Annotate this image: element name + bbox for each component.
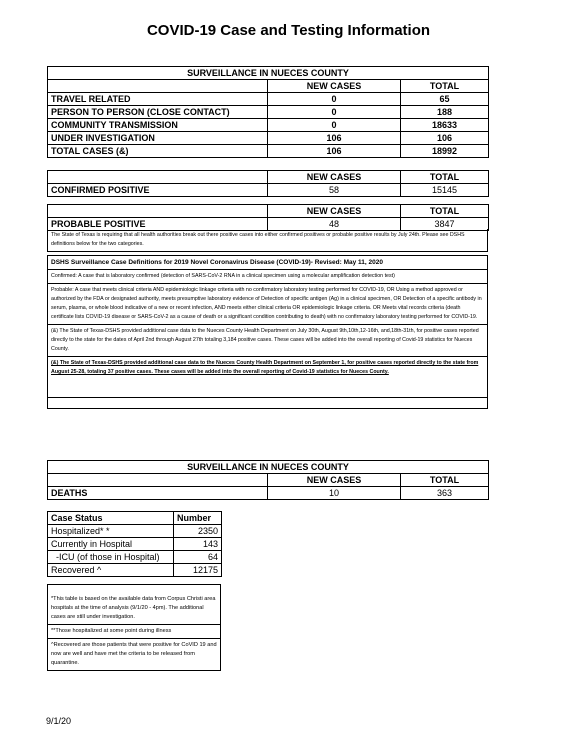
surveillance-heading: SURVEILLANCE IN NUECES COUNTY [48, 461, 489, 474]
row-value: 12175 [174, 564, 222, 577]
note-hospitalized: **Those hospitalized at some point during illness [47, 625, 221, 639]
row-new: 0 [268, 106, 401, 119]
table-row [48, 525, 222, 538]
amp-note-2: (&) The State of Texas-DSHS provided additional case data to the Nueces County Health Department on September 1, for positive cases reported directly to the state from August 25-28, totaling 37 positive cases. These cases will be added into the overall reporting of Covid-19 statistics for Nueces County. [48, 357, 487, 398]
state-note: The State of Texas is requiring that all health authorities break out there positive cases into either confirmed positives or probable positive results by July 24th. Please see DSHS definitions below for the two categories. [47, 229, 488, 252]
confirmed-table [47, 170, 489, 197]
col-number: Number [174, 512, 222, 525]
surveillance-table [47, 66, 489, 158]
probable-new: 48 [268, 218, 401, 231]
empty-cell [48, 474, 268, 487]
row-label: Currently in Hospital [48, 538, 174, 551]
table-row [48, 564, 222, 577]
col-total: TOTAL [401, 171, 489, 184]
row-label: PERSON TO PERSON (CLOSE CONTACT) [48, 106, 268, 119]
row-new: 106 [268, 145, 401, 158]
surveillance-heading: SURVEILLANCE IN NUECES COUNTY [48, 67, 489, 80]
row-label: TOTAL CASES (&) [48, 145, 268, 158]
definitions-heading: DSHS Surveillance Case Definitions for 2019 Novel Coronavirus Disease (COVID-19)- Revised: May 11, 2020 [48, 256, 487, 270]
row-label: Hospitalized* * [48, 525, 174, 538]
amp-note-1: (&) The State of Texas-DSHS provided additional case data to the Nueces County Health Department on July 30th, August 9th,10th,12-16th, and,18th-31th, for positive cases reported directly to the state for the dates of April 2nd through August 27th totaling 3,184 positive cases. These cases will be added into the overall reporting of Covid-19 statistics for Nueces County. [48, 325, 487, 357]
row-new: 0 [268, 119, 401, 132]
definitions-box [47, 255, 488, 409]
row-label: Recovered ^ [48, 564, 174, 577]
col-total: TOTAL [401, 80, 489, 93]
row-value: 64 [174, 551, 222, 564]
col-case-status: Case Status [48, 512, 174, 525]
probable-total: 3847 [401, 218, 489, 231]
row-total: 65 [401, 93, 489, 106]
total-row [48, 145, 489, 158]
case-status-notes [47, 584, 221, 671]
page-title: COVID-19 Case and Testing Information [146, 22, 431, 39]
deaths-total: 363 [401, 487, 489, 500]
confirmed-definition: Confirmed: A case that is laboratory confirmed (detection of SARS-CoV-2 RNA in a clinical specimen using a molecular amplification detection test) [48, 270, 487, 284]
row-value: 2350 [174, 525, 222, 538]
note-hospital-data: *This table is based on the available data from Corpus Christi area hospitals at the time of analysis (9/1/20 - 4pm). The additional cases are still under investigation. [47, 584, 221, 625]
spacer [48, 398, 487, 408]
confirmed-total: 15145 [401, 184, 489, 197]
col-new-cases: NEW CASES [268, 205, 401, 218]
table-row [48, 551, 222, 564]
note-recovered: ^Recovered are those patients that were positive for CoVID 19 and now are well and have met the criteria to be released from quarantine. [47, 639, 221, 671]
table-row [48, 93, 489, 106]
confirmed-label: CONFIRMED POSITIVE [48, 184, 268, 197]
col-total: TOTAL [401, 205, 489, 218]
row-total: 18633 [401, 119, 489, 132]
table-row [48, 119, 489, 132]
probable-definition: Probable: A case that meets clinical criteria AND epidemiologic linkage criteria with no confirmatory laboratory testing performed for COVID-19, OR Using a method approved or authorized by the FDA or designated authority, meets presumptive laboratory evidence of Detection of specific antigen (Ag) in a clinical specimen, OR Detection of a specific antibody in serum, plasma, or whole blood indicative of a new or recent infection, AND meets either clinical criteria OR epidemiologic linkage criteria. OR Meets vital records criteria (death certificate lists COVID-19 disease or SARS-CoV-2 as a cause of death or a significant condition contributing to death) with no confirmatory laboratory testing performed for COVID-19. [48, 284, 487, 325]
row-label: UNDER INVESTIGATION [48, 132, 268, 145]
row-total: 106 [401, 132, 489, 145]
probable-table [47, 204, 489, 231]
case-status-table [47, 511, 222, 577]
row-new: 106 [268, 132, 401, 145]
col-new-cases: NEW CASES [268, 474, 401, 487]
row-total: 18992 [401, 145, 489, 158]
row-new: 0 [268, 93, 401, 106]
row-label: -ICU (of those in Hospital) [48, 551, 174, 564]
col-new-cases: NEW CASES [268, 171, 401, 184]
row-label: COMMUNITY TRANSMISSION [48, 119, 268, 132]
table-row [48, 106, 489, 119]
deaths-new: 10 [268, 487, 401, 500]
probable-label: PROBABLE POSITIVE [48, 218, 268, 231]
row-value: 143 [174, 538, 222, 551]
col-new-cases: NEW CASES [268, 80, 401, 93]
deaths-label: DEATHS [48, 487, 268, 500]
empty-cell [48, 171, 268, 184]
col-total: TOTAL [401, 474, 489, 487]
table-row [48, 538, 222, 551]
row-total: 188 [401, 106, 489, 119]
empty-cell [48, 205, 268, 218]
deaths-table [47, 460, 489, 500]
report-date: 9/1/20 [46, 716, 72, 726]
empty-cell [48, 80, 268, 93]
confirmed-new: 58 [268, 184, 401, 197]
table-row [48, 132, 489, 145]
row-label: TRAVEL RELATED [48, 93, 268, 106]
